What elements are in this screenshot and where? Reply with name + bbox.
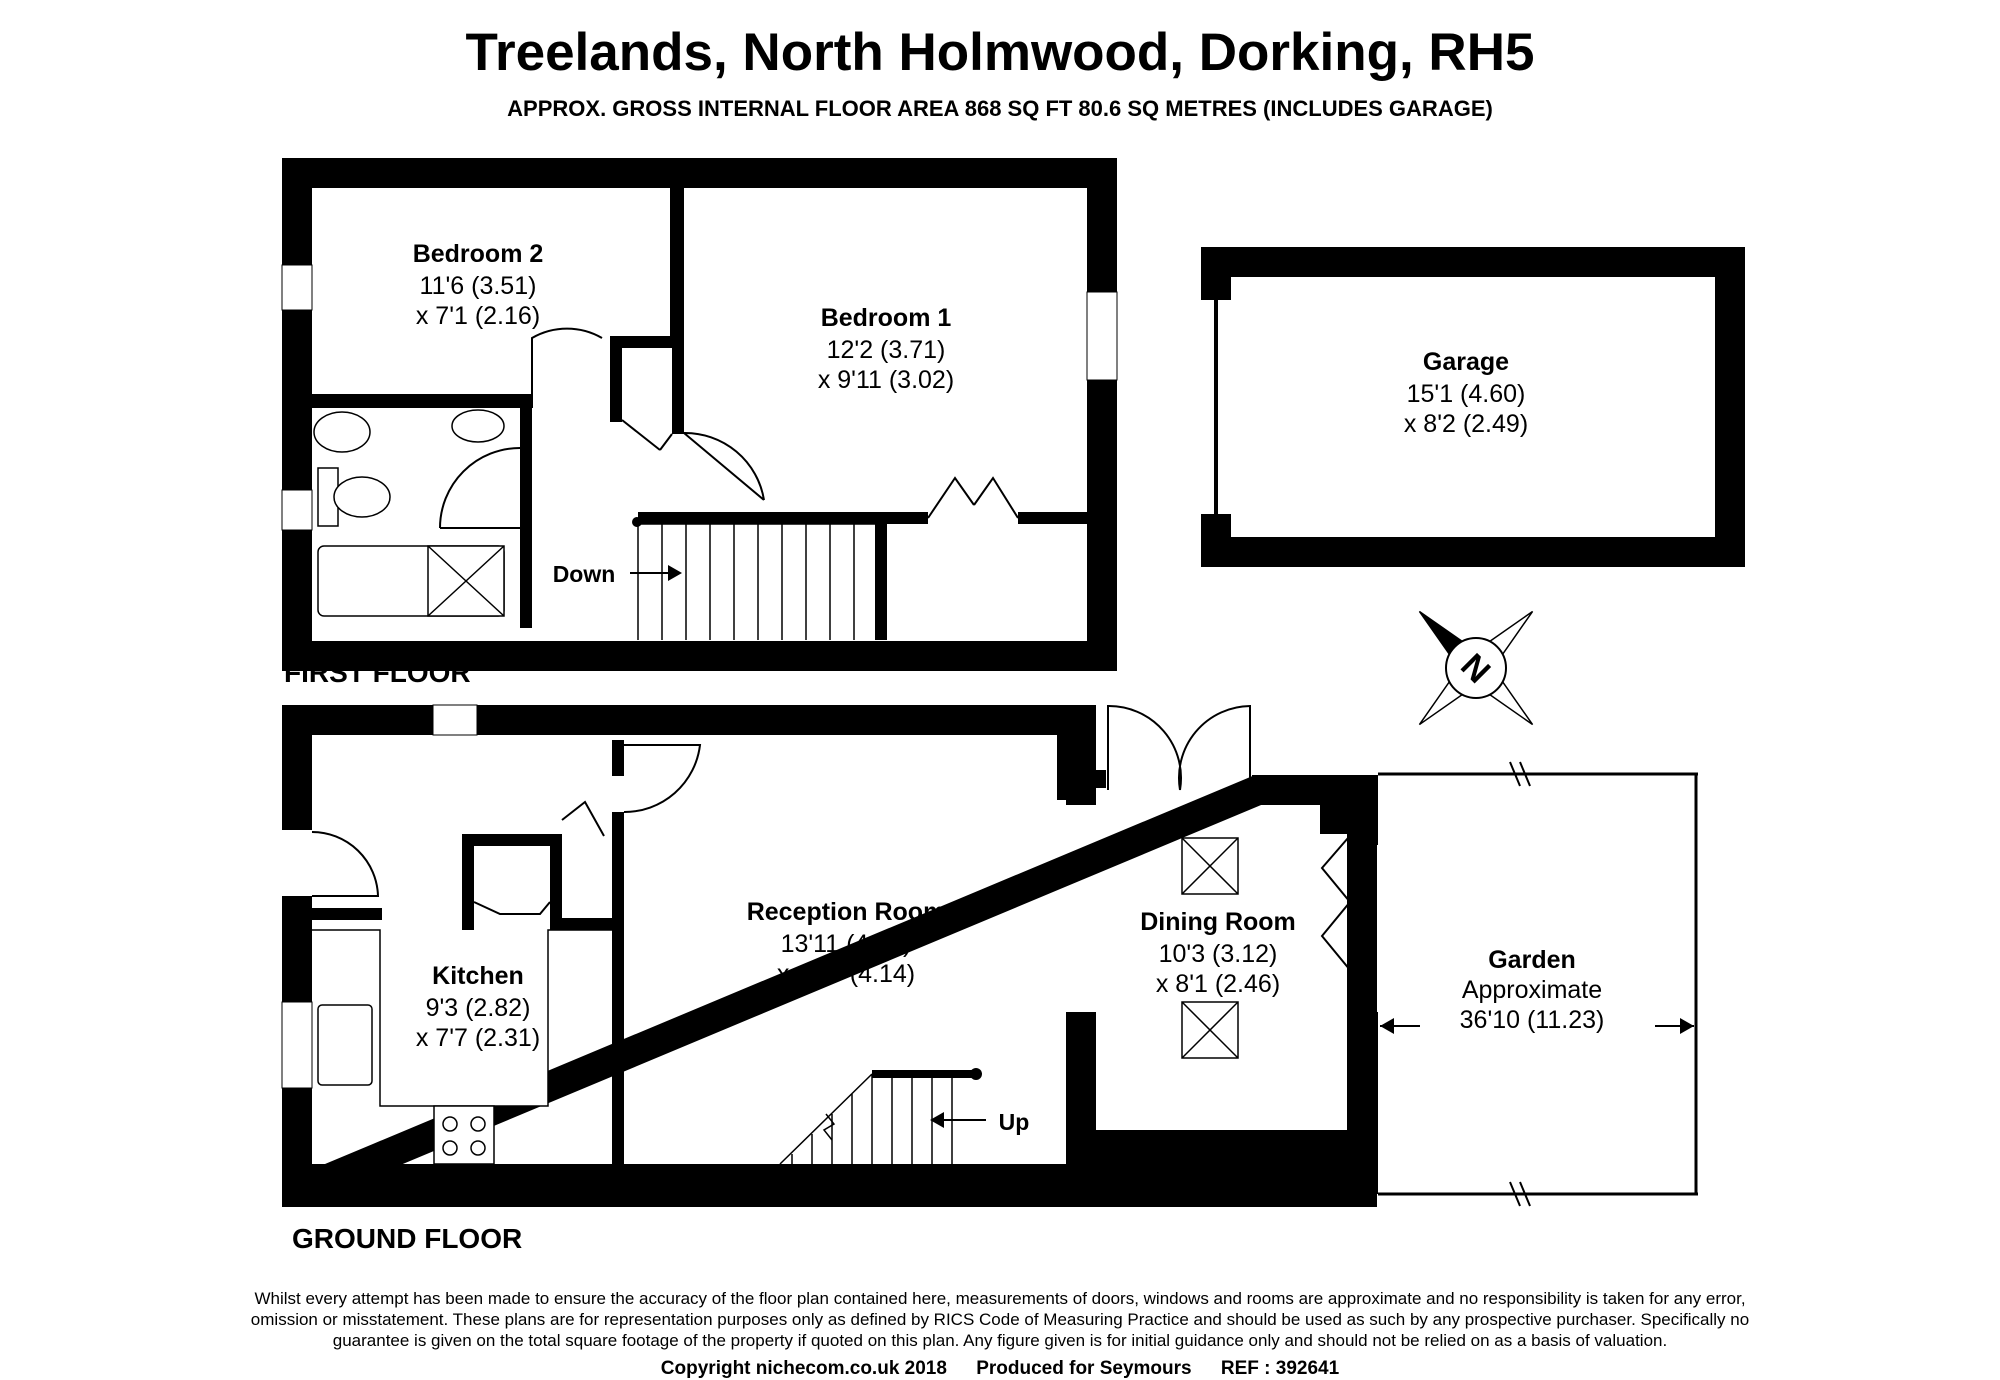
stair-newel (632, 517, 642, 527)
room-dim1-bedroom1: 12'2 (3.71) (826, 336, 946, 364)
room-dim1-dining: 10'3 (3.12) (1158, 940, 1278, 968)
reception-dining-divider (1066, 1012, 1096, 1194)
plan-title: Treelands, North Holmwood, Dorking, RH5 (465, 23, 1535, 82)
room-dim2-bedroom2: x 7'1 (2.16) (415, 302, 541, 330)
wall-bath-landing (520, 394, 532, 628)
dining-top-wall (1252, 775, 1376, 805)
bathroom-fixtures (314, 410, 504, 616)
door-wardrobe (928, 478, 1018, 518)
floor-area-subtitle: APPROX. GROSS INTERNAL FLOOR AREA 868 SQ FT 80.6 SQ METRES (INCLUDES GARAGE) (507, 96, 1493, 121)
room-dim2-dining: x 8'1 (2.46) (1155, 970, 1281, 998)
room-dim2-bedroom1: x 9'11 (3.02) (817, 366, 955, 394)
wall-under-door (612, 740, 624, 776)
disclaimer-text: Whilst every attempt has been made to ensure the accuracy of the floor plan contained here, measurements of doors, windows and rooms are approximate and no responsibility is taken for any error, omission or misstatement. These plans are for representation purposes only as defined by RICS Code of Measuring Practice and should be used as such by any prospective purchaser. Specifically no guarantee is given on the total square footage of the property if quoted on this plan. Any figure given is for initial guidance only and should not be relied on as a basis of valuation. (250, 1289, 1750, 1350)
wall-left-vertical (282, 705, 312, 1207)
window-kitchen (282, 1002, 312, 1088)
room-name-dining: Dining Room (1140, 908, 1296, 936)
wall-stairwell-right (875, 512, 887, 640)
room-dim1-garden: Approximate (1461, 976, 1603, 1004)
front-door (312, 832, 378, 896)
cupboard-wall-left (610, 336, 622, 422)
door-reception (624, 745, 700, 812)
cupboard-outer-left (462, 834, 474, 930)
window-bathroom (282, 490, 312, 530)
produced-for-text: Produced for Seymours (976, 1358, 1192, 1379)
room-name-bedroom2: Bedroom 2 (412, 240, 544, 268)
cupboard-wall-right (672, 336, 684, 434)
kitchen-sink (318, 1005, 372, 1085)
reception-upper-pier (1066, 705, 1096, 805)
wall-kitchen-reception (612, 812, 624, 1174)
door-bedroom2 (532, 329, 602, 408)
door-cupboard (622, 420, 672, 450)
room-name-garage: Garage (1422, 348, 1510, 376)
door-bedroom1 (684, 433, 764, 500)
garden-door-step (1094, 770, 1106, 788)
room-dim2-garden: 36'10 (11.23) (1459, 1006, 1605, 1034)
first-floor-stairs (638, 524, 875, 640)
room-dim2-reception: x 13'7 (4.14) (776, 960, 916, 988)
reference-text: REF : 392641 (1220, 1358, 1340, 1379)
compass-north-label: N (1453, 646, 1498, 691)
toilet-bowl (334, 477, 390, 517)
stair-down-arrowhead (668, 565, 682, 581)
room-dim1-garage: 15'1 (4.60) (1406, 380, 1526, 408)
stair-newel-ground (970, 1068, 982, 1080)
front-door-gap (280, 830, 314, 896)
stairs-down-label: Down (552, 561, 616, 587)
garage-door-line (1214, 300, 1218, 514)
stairs-up-label: Up (998, 1109, 1030, 1135)
wall-bed2-bath (312, 394, 532, 408)
first-floor-label: FIRST FLOOR (284, 657, 471, 688)
door-bathroom (440, 448, 520, 528)
ground-floor-label: GROUND FLOOR (292, 1223, 523, 1254)
stair-rail (872, 1070, 976, 1078)
washbasin (452, 410, 504, 442)
cupboard-outer-top (462, 834, 562, 846)
garden-arrow-right (1680, 1018, 1694, 1034)
wall-bed2-bed1 (670, 188, 684, 338)
wall-hall-kitchen (312, 908, 382, 920)
dining-pier (1320, 800, 1348, 834)
wall-wardrobe-right (1018, 512, 1088, 524)
room-dim2-kitchen: x 7'7 (2.31) (415, 1024, 541, 1052)
window-front-hall (433, 705, 477, 735)
footer (0, 1358, 2000, 1380)
room-dim2-garage: x 8'2 (2.49) (1403, 410, 1529, 438)
pantry-bottom (562, 918, 618, 930)
door-cupboard-ground (474, 902, 550, 914)
bath-basin-left (314, 412, 370, 452)
dining-bottom-block (1096, 1130, 1364, 1194)
room-dim1-reception: 13'11 (4.24) (780, 930, 912, 958)
copyright-text: Copyright nichecom.co.uk 2018 (660, 1358, 947, 1379)
room-name-garden: Garden (1488, 946, 1576, 974)
bifold-doors (1322, 838, 1350, 970)
dining-right-lower-wall (1348, 1012, 1378, 1194)
door-pantry (562, 802, 604, 836)
kitchen-hob (434, 1106, 494, 1164)
room-dim1-bedroom2: 11'6 (3.51) (419, 272, 537, 300)
room-dim1-kitchen: 9'3 (2.82) (425, 994, 531, 1022)
room-name-bedroom1: Bedroom 1 (820, 304, 952, 332)
room-name-reception: Reception Room (746, 898, 946, 926)
first-floor-plan (282, 173, 1117, 656)
room-name-kitchen: Kitchen (432, 962, 524, 990)
window-bedroom1 (1087, 292, 1117, 380)
window-bedroom2 (282, 265, 312, 310)
garden-arrow-left (1380, 1018, 1394, 1034)
cupboard-outer-right (550, 834, 562, 930)
